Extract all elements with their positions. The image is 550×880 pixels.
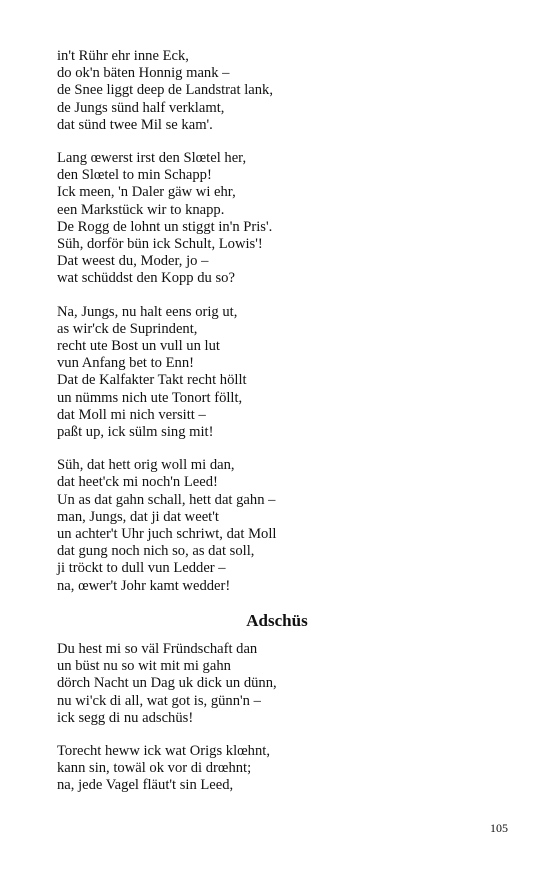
poem-line: recht ute Bost un vull un lut bbox=[57, 338, 220, 355]
poem-text bbox=[57, 48, 497, 811]
poem-line: een Markstück wir to knapp. bbox=[57, 201, 225, 218]
poem-line: Un as dat gahn schall, hett dat gahn – bbox=[57, 491, 276, 508]
poem-line: nu wi'ck di all, wat got is, günn'n – bbox=[57, 692, 261, 709]
poem-line: ick segg di nu adschüs! bbox=[57, 709, 194, 726]
poem-line: Ick meen, 'n Daler gäw wi ehr, bbox=[57, 184, 236, 201]
poem-line: Na, Jungs, nu halt eens orig ut, bbox=[57, 303, 238, 320]
poem-line: vun Anfang bet to Enn! bbox=[57, 355, 194, 372]
poem-line: den Slœtel to min Schapp! bbox=[57, 167, 212, 184]
poem-line: de Snee liggt deep de Landstrat lank, bbox=[57, 82, 273, 99]
poem-line: do ok'n bäten Honnig mank – bbox=[57, 65, 230, 82]
page-number: 105 bbox=[490, 821, 508, 835]
poem-line: De Rogg de lohnt un stiggt in'n Pris'. bbox=[57, 218, 273, 235]
stanza bbox=[57, 457, 497, 595]
stanza bbox=[57, 150, 497, 288]
poem-line: dat heet'ck mi noch'n Leed! bbox=[57, 474, 218, 491]
poem-line: man, Jungs, dat ji dat weet't bbox=[57, 508, 219, 525]
poem-line: dörch Nacht un Dag uk dick un dünn, bbox=[57, 675, 277, 692]
poem-line: dat Moll mi nich versitt – bbox=[57, 406, 206, 423]
poem-line: paßt up, ick sülm sing mit! bbox=[57, 424, 214, 441]
poem-line: un nümms nich ute Tonort föllt, bbox=[57, 389, 243, 406]
poem-line: Süh, dorför bün ick Schult, Lowis'! bbox=[57, 236, 263, 253]
poem-line: ji tröckt to dull vun Ledder – bbox=[57, 560, 226, 577]
poem-line: Dat de Kalfakter Takt recht höllt bbox=[57, 372, 247, 389]
poem-line: de Jungs sünd half verklamt, bbox=[57, 99, 225, 116]
poem-line: un achter't Uhr juch schriwt, dat Moll bbox=[57, 526, 277, 543]
poem-line: dat gung noch nich so, as dat soll, bbox=[57, 543, 255, 560]
poem-line: Süh, dat hett orig woll mi dan, bbox=[57, 457, 235, 474]
poem-line: un büst nu so wit mit mi gahn bbox=[57, 658, 231, 675]
stanza bbox=[57, 641, 497, 727]
poem-line: kann sin, towäl ok vor di drœhnt; bbox=[57, 760, 252, 777]
poem-title: Adschüs bbox=[246, 610, 308, 630]
poem-line: Torecht heww ick wat Origs klœhnt, bbox=[57, 742, 270, 759]
stanza bbox=[57, 48, 497, 134]
poem-line: as wir'ck de Suprindent, bbox=[57, 320, 198, 337]
poem-line: in't Rühr ehr inne Eck, bbox=[57, 48, 189, 64]
poem-line: Dat weest du, Moder, jo – bbox=[57, 253, 209, 270]
poem-line: Lang œwerst irst den Slœtel her, bbox=[57, 150, 247, 167]
poem-line: na, œwer't Johr kamt wedder! bbox=[57, 577, 231, 594]
stanza bbox=[57, 304, 497, 442]
poem-line: dat sünd twee Mil se kam'. bbox=[57, 116, 213, 133]
stanza bbox=[57, 743, 497, 795]
poem-line: na, jede Vagel fläut't sin Leed, bbox=[57, 777, 234, 794]
poem-line: wat schüddst den Kopp du so? bbox=[57, 270, 235, 287]
poem-line: Du hest mi so väl Fründschaft dan bbox=[57, 640, 258, 657]
